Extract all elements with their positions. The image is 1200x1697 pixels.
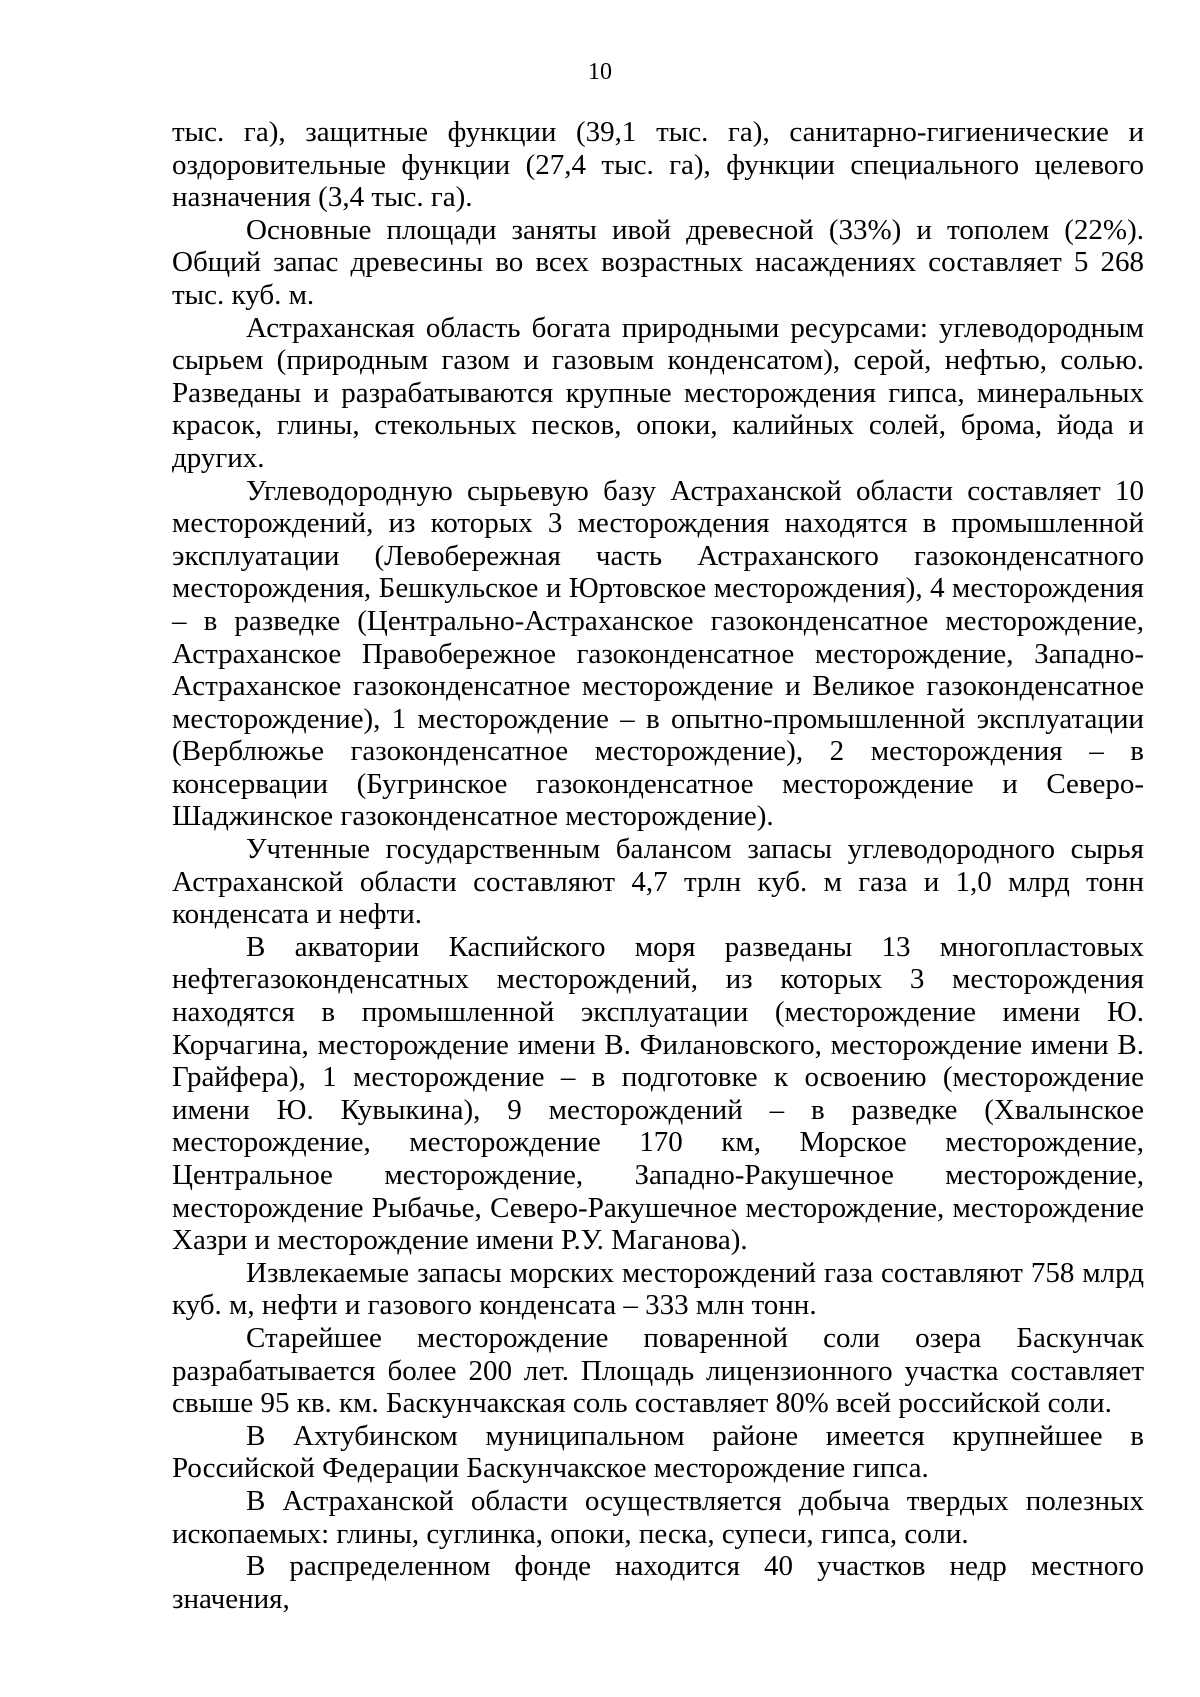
paragraph: В Ахтубинском муниципальном районе имеется крупнейшее в Российской Федерации Баскунчакское месторождение гипса. [172,1419,1144,1485]
body-text [172,116,1144,1615]
paragraph: В Астраханской области осуществляется добыча твердых полезных ископаемых: глины, суглинка, опоки, песка, супеси, гипса, соли. [172,1484,1144,1550]
paragraph: Учтенные государственным балансом запасы углеводородного сырья Астраханской области составляют 4,7 трлн куб. м газа и 1,0 млрд тонн конденсата и нефти. [172,833,1144,931]
paragraph: Углеводородную сырьевую базу Астраханской области составляет 10 месторождений, из которых 3 месторождения находятся в промышленной эксплуатации (Левобережная часть Астраханского газоконденсатного месторождения, Бешкульское и Юртовское месторождения), 4 месторождения – в разведке (Центрально-Астраханское газоконденсатное месторождение, Астраханское Правобережное газоконденсатное месторождение, Западно-Астраханское газоконденсатное месторождение и Великое газоконденсатное месторождение), 1 месторождение – в опытно-промышленной эксплуатации (Верблюжье газоконденсатное месторождение), 2 месторождения – в консервации (Бугринское газоконденсатное месторождение и Северо-Шаджинское газоконденсатное месторождение). [172,474,1144,833]
paragraph: Основные площади заняты ивой древесной (33%) и тополем (22%). Общий запас древесины во всех возрастных насаждениях составляет 5 268 тыс. куб. м. [172,213,1144,311]
paragraph: Извлекаемые запасы морских месторождений газа составляют 758 млрд куб. м, нефти и газового конденсата – 333 млн тонн. [172,1256,1144,1322]
paragraph: В распределенном фонде находится 40 участков недр местного значения, [172,1550,1144,1615]
paragraph: В акватории Каспийского моря разведаны 13 многопластовых нефтегазоконденсатных месторождений, из которых 3 месторождения находятся в промышленной эксплуатации (месторождение имени Ю. Корчагина, месторождение имени В. Филановского, месторождение имени В. Грайфера), 1 месторождение – в подготовке к освоению (месторождение имени Ю. Кувыкина), 9 месторождений – в разведке (Хвалынское месторождение, месторождение 170 км, Морское месторождение, Центральное месторождение, Западно-Ракушечное месторождение, месторождение Рыбачье, Северо-Ракушечное месторождение, месторождение Хазри и месторождение имени Р.У. Маганова). [172,930,1144,1257]
page-number: 10 [588,59,612,85]
paragraph: тыс. га), защитные функции (39,1 тыс. га), санитарно-гигиенические и оздоровительные функции (27,4 тыс. га), функции специального целевого назначения (3,4 тыс. га). [172,116,1144,214]
paragraph: Старейшее месторождение поваренной соли озера Баскунчак разрабатывается более 200 лет. Площадь лицензионного участка составляет свыше 95 кв. км. Баскунчакская соль составляет 80% всей российской соли. [172,1321,1144,1420]
paragraph: Астраханская область богата природными ресурсами: углеводородным сырьем (природным газом и газовым конденсатом), серой, нефтью, солью. Разведаны и разрабатываются крупные месторождения гипса, минеральных красок, глины, стекольных песков, опоки, калийных солей, брома, йода и других. [172,311,1144,474]
